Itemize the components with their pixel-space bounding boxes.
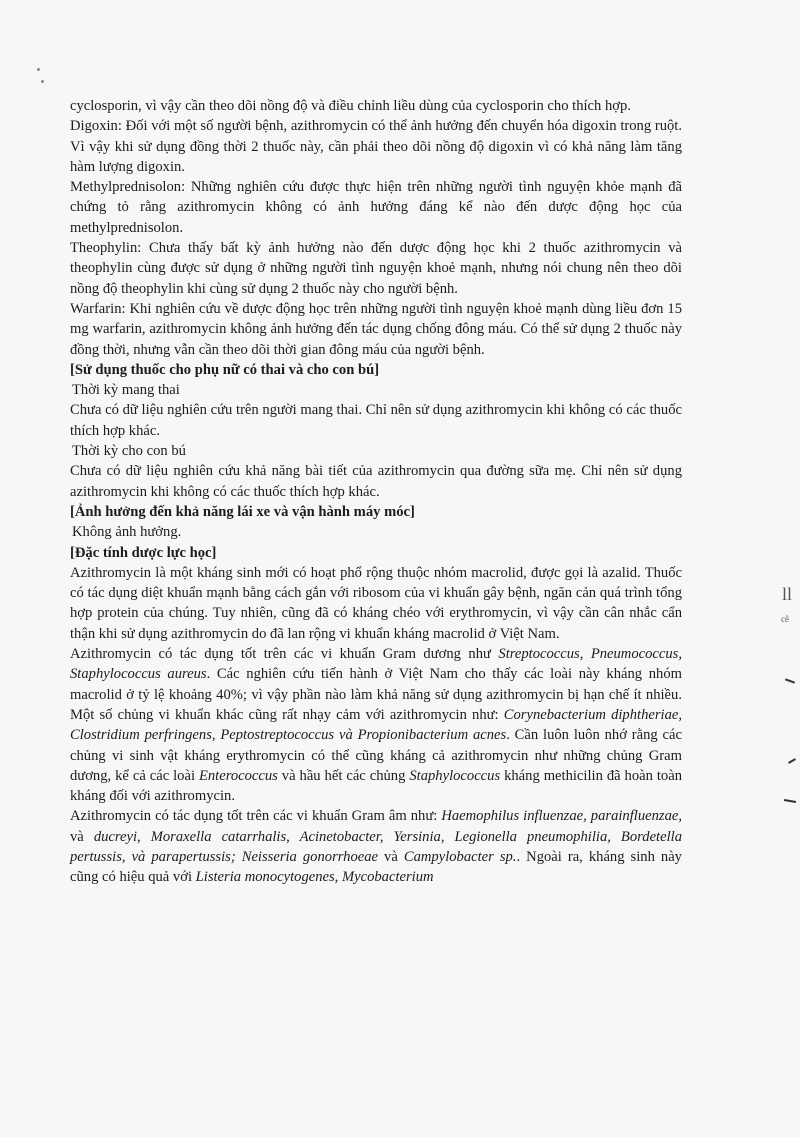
text-run: . Cần luôn luôn nhớ rằng các chủng vi sinh vật kháng erythromycin có thể cũng kháng cả azithromycin như những chủng Gram dương, kể cả các loài [70,727,682,784]
paragraph-gram-negative [70,806,682,887]
paragraph-warfarin: Warfarin: Khi nghiên cứu về dược động học trên những người tình nguyện khoẻ mạnh dùng liều đơn 15 mg warfarin, azithromycin không ảnh hưởng đến tác dụng chống đông máu. Có thể sử dụng 2 thuốc này đồng thời, nhưng vẫn cần theo dõi thời gian đông máu của người bệnh. [70,300,682,358]
organism-names: Listeria monocytogenes, Mycobacterium [195,869,434,886]
heading-pregnancy: [Sử dụng thuốc cho phụ nữ có thai và cho con bú] [70,361,380,378]
margin-scan-stroke [785,678,795,683]
scan-dot [41,80,44,83]
text-run: Azithromycin có tác dụng tốt trên các vi khuẩn Gram dương như [70,646,499,663]
text-run: Azithromycin có tác dụng tốt trên các vi khuẩn Gram âm như: [70,808,442,825]
organism-names: ducreyi, Moraxella catarrhalis, Acinetobacter, Yersinia, Legionella pneumophilia, Bordetella pertussis, và parapertussis; Neisseria gonorrhoeae [70,828,682,865]
paragraph-digoxin: Digoxin: Đối với một số người bệnh, azithromycin có thể ảnh hưởng đến chuyển hóa digoxin trong ruột. Vì vậy khi sử dụng đồng thời 2 thuốc này, cần phải theo dõi nồng độ digoxin vì có khả năng làm tăng hàm lượng digoxin. [70,118,682,175]
subheading-pregnancy: Thời kỳ mang thai [72,382,180,399]
margin-scan-stroke [784,799,796,803]
organism-names: Staphylococcus [409,767,501,784]
organism-names: Streptococcus, Pneumococcus, Staphylococcus aureus [70,646,682,683]
paragraph-driving: Không ảnh hưởng. [72,524,182,541]
organism-names: Enterococcus [198,767,278,784]
organism-names: Corynebacterium diphtheriae, Clostridium perfringens, Peptostreptococcus và Propionibacterium acnes [70,706,682,744]
text-run: . Các nghiên cứu tiến hành ở Việt Nam cho thấy các loài này kháng nhóm macrolid ở tỷ lệ khoảng 40%; vì vậy phần nào làm khả năng sử dụng azithromycin bị hạn chế ít nhiều. Một số chủng vi khuẩn khác cũng rất nhạy cảm với azithromycin như: [70,666,682,723]
scan-dot [37,68,40,71]
paragraph-gram-positive [70,644,682,806]
text-run: . Ngoài ra, kháng sinh này cũng có hiệu quả với [70,848,682,886]
organism-names: Campylobacter sp. [403,848,517,865]
subheading-lactation: Thời kỳ cho con bú [72,443,186,460]
paragraph-lactation: Chưa có dữ liệu nghiên cứu khả năng bài tiết của azithromycin qua đường sữa mẹ. Chỉ nên sử dụng azithromycin khi không có các thuốc thích hợp khác. [70,463,682,500]
text-run: và hầu hết các chủng [277,767,410,784]
paragraph-methylprednisolon: Methylprednisolon: Những nghiên cứu được thực hiện trên những người tình nguyện khỏe mạnh đã chứng tỏ rằng azithromycin không có ảnh hưởng đáng kể nào đến dược động học của methylprednisolon. [70,179,682,236]
margin-mark-small: cê [781,614,789,624]
text-run: kháng methicilin đã hoàn toàn kháng đối với azithromycin. [70,767,682,805]
margin-mark-ll: ll [782,584,793,604]
heading-pharmacodynamics: [Đặc tính dược lực học] [70,544,217,561]
heading-driving: [Ảnh hưởng đến khả năng lái xe và vận hành máy móc] [70,503,415,520]
paragraph-cyclosporin: cyclosporin, vì vậy cần theo dõi nồng độ và điều chỉnh liều dùng của cyclosporin cho thích hợp. [70,98,631,114]
text-run: và [378,848,404,865]
paragraph-azithromycin-overview: Azithromycin là một kháng sinh mới có hoạt phổ rộng thuộc nhóm macrolid, được gọi là azalid. Thuốc có tác dụng diệt khuẩn mạnh bằng cách gắn với ribosom của vi khuẩn gây bệnh, ngăn cản quá trình tổng hợp protein của chúng. Tuy nhiên, cũng đã có kháng chéo với erythromycin, vì vậy cần cân nhắc cẩn thận khi sử dụng azithromycin do đã lan rộng vi khuẩn kháng macrolid ở Việt Nam. [70,564,682,642]
text-run: và [70,828,94,845]
paragraph-theophylin: Theophylin: Chưa thấy bất kỳ ảnh hưởng nào đến dược động học khi 2 thuốc azithromycin và theophylin cùng được sử dụng ở những người tình nguyện khoẻ mạnh, nhưng nói chung nên theo dõi nồng độ theophylin khi cùng sử dụng 2 thuốc này cho người bệnh. [70,240,682,297]
paragraph-pregnancy: Chưa có dữ liệu nghiên cứu trên người mang thai. Chỉ nên sử dụng azithromycin khi không có các thuốc thích hợp khác. [70,402,682,439]
organism-names: Haemophilus influenzae, parainfluenzae, [441,808,682,825]
document-body [70,96,682,888]
margin-scan-stroke [788,758,796,764]
